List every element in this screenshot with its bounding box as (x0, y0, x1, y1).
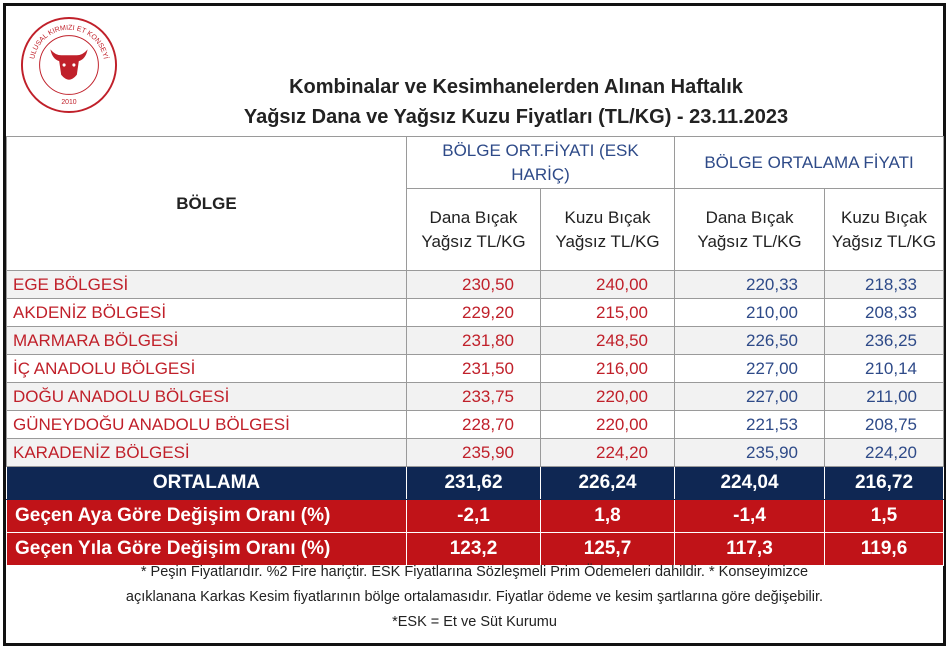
region-name: İÇ ANADOLU BÖLGESİ (7, 355, 407, 383)
yearly-change-label: Geçen Yıla Göre Değişim Oranı (%) (7, 533, 407, 566)
price-cell: 216,00 (541, 355, 675, 383)
region-name: DOĞU ANADOLU BÖLGESİ (7, 383, 407, 411)
footnote-line: *ESK = Et ve Süt Kurumu (392, 614, 557, 630)
table-row (7, 299, 944, 327)
price-cell: 220,33 (675, 271, 825, 299)
price-cell: 226,50 (675, 327, 825, 355)
footnote (6, 560, 943, 635)
table-row (7, 411, 944, 439)
column-header-lamb-avg: Kuzu Bıçak Yağsız TL/KG (825, 189, 944, 271)
column-header-veal-excl: Dana Bıçak Yağsız TL/KG (407, 189, 541, 271)
group-header-regional-average: BÖLGE ORTALAMA FİYATI (675, 137, 944, 189)
price-cell: 220,00 (541, 383, 675, 411)
report-title-line2: Yağsız Dana ve Yağsız Kuzu Fiyatları (TL/KG) - 23.11.2023 (243, 106, 789, 128)
logo-year: 2010 (61, 99, 77, 107)
price-table (6, 136, 944, 566)
price-report (3, 3, 946, 646)
column-header-veal-avg: Dana Bıçak Yağsız TL/KG (675, 189, 825, 271)
price-cell: 218,33 (825, 271, 944, 299)
table-row (7, 355, 944, 383)
price-cell: 208,33 (825, 299, 944, 327)
average-cell: 231,62 (407, 467, 541, 500)
region-name: GÜNEYDOĞU ANADOLU BÖLGESİ (7, 411, 407, 439)
price-cell: 231,50 (407, 355, 541, 383)
change-cell: 123,2 (407, 533, 541, 566)
price-cell: 208,75 (825, 411, 944, 439)
column-header-lamb-excl: Kuzu Bıçak Yağsız TL/KG (541, 189, 675, 271)
price-cell: 210,14 (825, 355, 944, 383)
region-name: MARMARA BÖLGESİ (7, 327, 407, 355)
price-cell: 224,20 (541, 439, 675, 467)
price-cell: 215,00 (541, 299, 675, 327)
price-cell: 228,70 (407, 411, 541, 439)
price-cell: 236,25 (825, 327, 944, 355)
change-cell: 117,3 (675, 533, 825, 566)
change-cell: 1,5 (825, 500, 944, 533)
table-row (7, 383, 944, 411)
change-cell: -1,4 (675, 500, 825, 533)
price-cell: 240,00 (541, 271, 675, 299)
bull-head-icon (20, 16, 118, 114)
price-cell: 221,53 (675, 411, 825, 439)
region-column-header: BÖLGE (7, 137, 407, 271)
change-cell: 119,6 (825, 533, 944, 566)
change-cell: 1,8 (541, 500, 675, 533)
table-row (7, 271, 944, 299)
region-name: KARADENİZ BÖLGESİ (7, 439, 407, 467)
report-header (6, 6, 943, 136)
change-cell: -2,1 (407, 500, 541, 533)
table-row (7, 439, 944, 467)
change-cell: 125,7 (541, 533, 675, 566)
logo-ring-text: ULUSAL KIRMIZI ET KONSEYİ (29, 24, 109, 60)
region-name: EGE BÖLGESİ (7, 271, 407, 299)
average-cell: 224,04 (675, 467, 825, 500)
average-row (7, 467, 944, 500)
price-cell: 231,80 (407, 327, 541, 355)
price-cell: 224,20 (825, 439, 944, 467)
price-cell: 230,50 (407, 271, 541, 299)
price-cell: 248,50 (541, 327, 675, 355)
price-cell: 235,90 (407, 439, 541, 467)
price-cell: 211,00 (825, 383, 944, 411)
average-cell: 226,24 (541, 467, 675, 500)
price-cell: 220,00 (541, 411, 675, 439)
price-cell: 229,20 (407, 299, 541, 327)
group-header-excluding-esk: BÖLGE ORT.FİYATI (ESK HARİÇ) (407, 137, 675, 189)
footnote-line: * Peşin Fiyatlarıdır. %2 Fire hariçtir. ESK Fiyatlarına Sözleşmeli Prim Ödemeleri dahildir. * Konseyimizce (140, 564, 809, 580)
footnote-line: açıklanana Karkas Kesim fiyatlarının bölge ortalamasıdır. Fiyatlar ödeme ve kesim şartlarına göre değişebilir. (125, 589, 824, 605)
monthly-change-row (7, 500, 944, 533)
average-label: ORTALAMA (7, 467, 407, 500)
monthly-change-label: Geçen Aya Göre Değişim Oranı (%) (7, 500, 407, 533)
report-title-line1: Kombinalar ve Kesimhanelerden Alınan Haftalık (289, 76, 743, 98)
average-cell: 216,72 (825, 467, 944, 500)
region-name: AKDENİZ BÖLGESİ (7, 299, 407, 327)
price-cell: 227,00 (675, 383, 825, 411)
price-cell: 210,00 (675, 299, 825, 327)
price-cell: 233,75 (407, 383, 541, 411)
price-cell: 235,90 (675, 439, 825, 467)
table-row (7, 327, 944, 355)
price-cell: 227,00 (675, 355, 825, 383)
